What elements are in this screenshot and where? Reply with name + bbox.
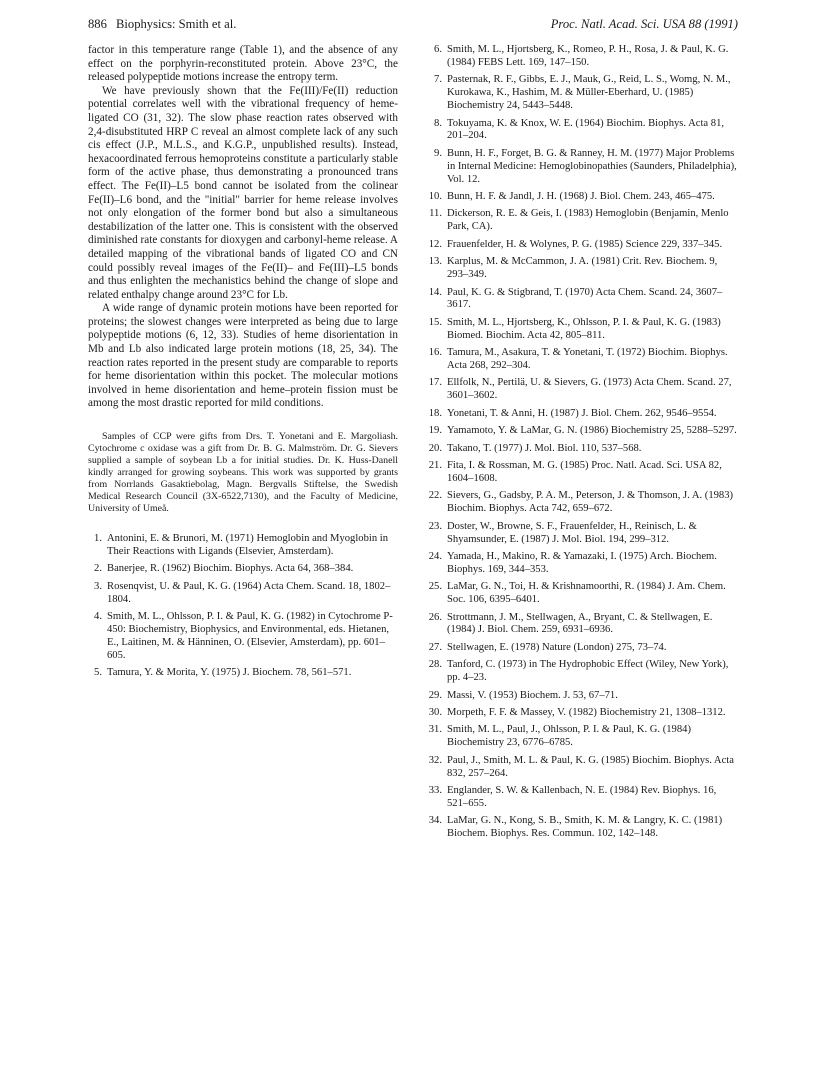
reference-item (428, 287, 740, 313)
body-paragraph: A wide range of dynamic protein motions have been reported for proteins; the slowest changes were interpreted as being due to large polypeptide motions (6, 12, 33). Studies of heme disorientation in Mb and Lb also indicated large protein motions (18, 25, 34). The reaction rates reported in the present study are comparable to reports for heme disorientation within this pocket. The molecular motions involved in heme disorientation and heme–protein fission must be among the most drastic reported for mild conditions. (88, 302, 398, 410)
reference-text: Bunn, H. F. & Jandl, J. H. (1968) J. Biol. Chem. 243, 465–475. (447, 191, 715, 203)
reference-text: Ellfolk, N., Pertilä, U. & Sievers, G. (1973) Acta Chem. Scand. 27, 3601–3602. (447, 377, 732, 402)
reference-number: 27. (428, 641, 442, 653)
reference-text: Takano, T. (1977) J. Mol. Biol. 110, 537–568. (447, 442, 642, 454)
reference-item (428, 521, 740, 547)
reference-text: Yamada, H., Makino, R. & Yamazaki, I. (1975) Arch. Biochem. Biophys. 169, 344–353. (447, 550, 717, 575)
reference-item (88, 581, 398, 607)
running-title: Biophysics: Smith et al. (116, 17, 237, 31)
reference-item (428, 239, 740, 252)
reference-item (88, 611, 398, 663)
reference-number: 9. (434, 147, 442, 159)
journal-citation: Proc. Natl. Acad. Sci. USA 88 (1991) (550, 17, 738, 31)
reference-text: Pasternak, R. F., Gibbs, E. J., Mauk, G., Reid, L. S., Womg, N. M., Kurokawa, K., Hashim, M. & Müller-Eberhard, U. (1985) Biochemistry 24, 5443–5448. (447, 74, 731, 112)
reference-text: Bunn, H. F., Forget, B. G. & Ranney, H. M. (1977) Major Problems in Internal Medicine: Hemoglobinopathies (Saunders, Philadelphia), Vol. 12. (447, 147, 737, 185)
reference-text: Sievers, G., Gadsby, P. A. M., Peterson, J. & Thomson, J. A. (1983) Biochim. Biophys. Acta 742, 659–672. (447, 490, 734, 515)
reference-text: Smith, M. L., Hjortsberg, K., Ohlsson, P. I. & Paul, K. G. (1983) Biomed. Biochim. Acta 42, 805–811. (447, 316, 721, 341)
reference-item (428, 443, 740, 456)
reference-text: Yonetani, T. & Anni, H. (1987) J. Biol. Chem. 262, 9546–9554. (447, 407, 717, 419)
reference-list-right (428, 44, 740, 841)
reference-item (428, 612, 740, 638)
reference-number: 19. (428, 425, 442, 437)
reference-text: Massi, V. (1953) Biochem. J. 53, 67–71. (447, 689, 618, 701)
reference-text: Smith, M. L., Paul, J., Ohlsson, P. I. & Paul, K. G. (1984) Biochemistry 23, 6776–6785. (447, 724, 691, 749)
reference-text: Yamamoto, Y. & LaMar, G. N. (1986) Biochemistry 25, 5288–5297. (447, 425, 737, 437)
reference-item (428, 44, 740, 70)
right-column (428, 44, 740, 846)
reference-text: Karplus, M. & McCammon, J. A. (1981) Crit. Rev. Biochem. 9, 293–349. (447, 256, 718, 281)
reference-text: Banerjee, R. (1962) Biochim. Biophys. Acta 64, 368–384. (107, 563, 354, 575)
reference-number: 18. (428, 407, 442, 419)
reference-text: Rosenqvist, U. & Paul, K. G. (1964) Acta Chem. Scand. 18, 1802–1804. (107, 580, 391, 605)
reference-list-left (88, 533, 398, 680)
reference-text: LaMar, G. N., Toi, H. & Krishnamoorthi, R. (1984) J. Am. Chem. Soc. 106, 6395–6401. (447, 581, 726, 606)
reference-number: 25. (428, 581, 442, 593)
reference-text: Smith, M. L., Ohlsson, P. I. & Paul, K. G. (1982) in Cytochrome P-450: Biochemistry, Biophysics, and Environmental, eds. Hietanen, E., Laitinen, M. & Hänninen, O. (Elsevier, Amsterdam), pp. 601–605. (107, 611, 393, 661)
reference-number: 31. (428, 724, 442, 736)
reference-number: 21. (428, 459, 442, 471)
reference-number: 16. (428, 347, 442, 359)
reference-text: LaMar, G. N., Kong, S. B., Smith, K. M. & Langry, K. C. (1981) Biochem. Biophys. Res. Commun. 102, 142–148. (447, 815, 723, 840)
reference-item (428, 581, 740, 607)
left-column (88, 44, 398, 685)
reference-item (428, 724, 740, 750)
reference-number: 13. (428, 256, 442, 268)
reference-item (88, 533, 398, 559)
reference-text: Smith, M. L., Hjortsberg, K., Romeo, P. H., Rosa, J. & Paul, K. G. (1984) FEBS Lett. 169, 147–150. (447, 44, 729, 68)
reference-text: Tanford, C. (1973) in The Hydrophobic Effect (Wiley, New York), pp. 4–23. (447, 659, 729, 684)
reference-text: Doster, W., Browne, S. F., Frauenfelder, H., Reinisch, L. & Shyamsunder, E. (1987) J. Mol. Biol. 194, 299–312. (447, 520, 697, 545)
reference-text: Strottmann, J. M., Stellwagen, A., Bryant, C. & Stellwagen, E. (1984) J. Biol. Chem. 259, 6931–6936. (447, 611, 713, 636)
reference-number: 26. (428, 611, 442, 623)
reference-item (428, 317, 740, 343)
body-paragraph: factor in this temperature range (Table 1), and the absence of any effect on the porphyrin-reconstituted protein. Above 23°C, the released polypeptide motions increase the entropy term. (88, 44, 398, 84)
acknowledgment: Samples of CCP were gifts from Drs. T. Yonetani and E. Margoliash. Cytochrome c oxidase was a gift from Dr. B. G. Malmström. Dr. G. Sievers supplied a sample of soybean Lb a for initial studies. Dr. K. Huss-Danell kindly arranged for growing soybeans. This work was supported by grants from Norrlands Gasaktiebolag, Magn. Bergvalls Stiftelse, the Swedish Medical Research Council (3X-6522,7130), and the Faculty of Medicine, University of Umeå. (88, 431, 398, 515)
reference-text: Tamura, M., Asakura, T. & Yonetani, T. (1972) Biochim. Biophys. Acta 268, 292–304. (447, 347, 728, 372)
reference-item (428, 191, 740, 204)
page-number: 886 (88, 17, 107, 31)
reference-item (88, 563, 398, 576)
reference-text: Frauenfelder, H. & Wolynes, P. G. (1985) Science 229, 337–345. (447, 238, 723, 250)
reference-item (428, 425, 740, 438)
reference-text: Stellwagen, E. (1978) Nature (London) 275, 73–74. (447, 641, 667, 653)
reference-item (428, 490, 740, 516)
reference-number: 32. (428, 754, 442, 766)
reference-text: Tamura, Y. & Morita, Y. (1975) J. Biochem. 78, 561–571. (107, 667, 352, 679)
reference-number: 5. (94, 667, 102, 679)
reference-item (88, 667, 398, 680)
reference-number: 28. (428, 659, 442, 671)
reference-number: 3. (94, 580, 102, 592)
reference-item (428, 642, 740, 655)
reference-item (428, 256, 740, 282)
reference-text: Englander, S. W. & Kallenbach, N. E. (1984) Rev. Biophys. 16, 521–655. (447, 785, 717, 809)
reference-number: 6. (434, 44, 442, 55)
reference-text: Morpeth, F. F. & Massey, V. (1982) Biochemistry 21, 1308–1312. (447, 706, 726, 718)
reference-text: Paul, K. G. & Stigbrand, T. (1970) Acta Chem. Scand. 24, 3607–3617. (447, 286, 723, 311)
reference-number: 14. (428, 286, 442, 298)
page-header (88, 17, 738, 37)
reference-text: Fita, I. & Rossman, M. G. (1985) Proc. Natl. Acad. Sci. USA 82, 1604–1608. (447, 459, 722, 484)
reference-number: 8. (434, 117, 442, 129)
reference-item (428, 690, 740, 703)
reference-number: 15. (428, 316, 442, 328)
reference-item (428, 551, 740, 577)
body-paragraph: We have previously shown that the Fe(III)/Fe(II) reduction potential correlates well with the vibrational frequency of heme-ligated CO (31, 32). The slow phase reaction rates observed with 2,4-disubstituted HRP C reveal an almost complete lack of any such cis effect (J.P., M.L.S., and K.G.P., unpublished results). Instead, hexacoordinated ferrous hemoproteins constitute a particularly stable form of the active phase, thus demonstrating a pronounced trans effect. The Fe(II)–L5 bond cannot be isolated from the colinear Fe(II)–L6 bond, and the "initial" barrier for heme release involves not only elongation of the former bond but also a simultaneous destabilization of the latter one. This is consistent with the observed diminished rate constants for dioxygen and carbonyl-heme release. A detailed mapping of the vibrational bands of ligated CO and CN could possibly reveal images of the Fe(II)– and Fe(III)–L5 bonds and thus enlighten the mechanistics behind the change of slope and related enthalpy change around 23°C for Lb. (88, 84, 398, 301)
reference-item (428, 755, 740, 781)
reference-number: 34. (428, 815, 442, 827)
reference-item (428, 377, 740, 403)
reference-item (428, 208, 740, 234)
reference-item (428, 148, 740, 187)
reference-number: 4. (94, 611, 102, 623)
reference-number: 11. (429, 208, 442, 220)
reference-number: 33. (428, 785, 442, 796)
reference-number: 10. (428, 191, 442, 203)
reference-number: 30. (428, 706, 442, 718)
reference-item (428, 347, 740, 373)
reference-text: Dickerson, R. E. & Geis, I. (1983) Hemoglobin (Benjamin, Menlo Park, CA). (447, 208, 729, 233)
reference-item (428, 815, 740, 841)
reference-item (428, 74, 740, 113)
reference-item (428, 460, 740, 486)
reference-item (428, 408, 740, 421)
reference-item (428, 118, 740, 144)
reference-number: 20. (428, 442, 442, 454)
reference-number: 12. (428, 238, 442, 250)
reference-number: 22. (428, 490, 442, 502)
reference-item (428, 659, 740, 685)
reference-item (428, 707, 740, 720)
reference-item (428, 785, 740, 811)
reference-text: Antonini, E. & Brunori, M. (1971) Hemoglobin and Myoglobin in Their Reactions with Ligands (Elsevier, Amsterdam). (107, 533, 389, 557)
reference-number: 23. (428, 520, 442, 532)
reference-number: 7. (434, 74, 442, 86)
reference-number: 17. (428, 377, 442, 389)
reference-text: Tokuyama, K. & Knox, W. E. (1964) Biochim. Biophys. Acta 81, 201–204. (447, 117, 725, 142)
reference-text: Paul, J., Smith, M. L. & Paul, K. G. (1985) Biochim. Biophys. Acta 832, 257–264. (447, 754, 734, 779)
reference-number: 24. (428, 550, 442, 562)
reference-number: 1. (94, 533, 102, 545)
reference-number: 29. (428, 689, 442, 701)
reference-number: 2. (94, 563, 102, 575)
